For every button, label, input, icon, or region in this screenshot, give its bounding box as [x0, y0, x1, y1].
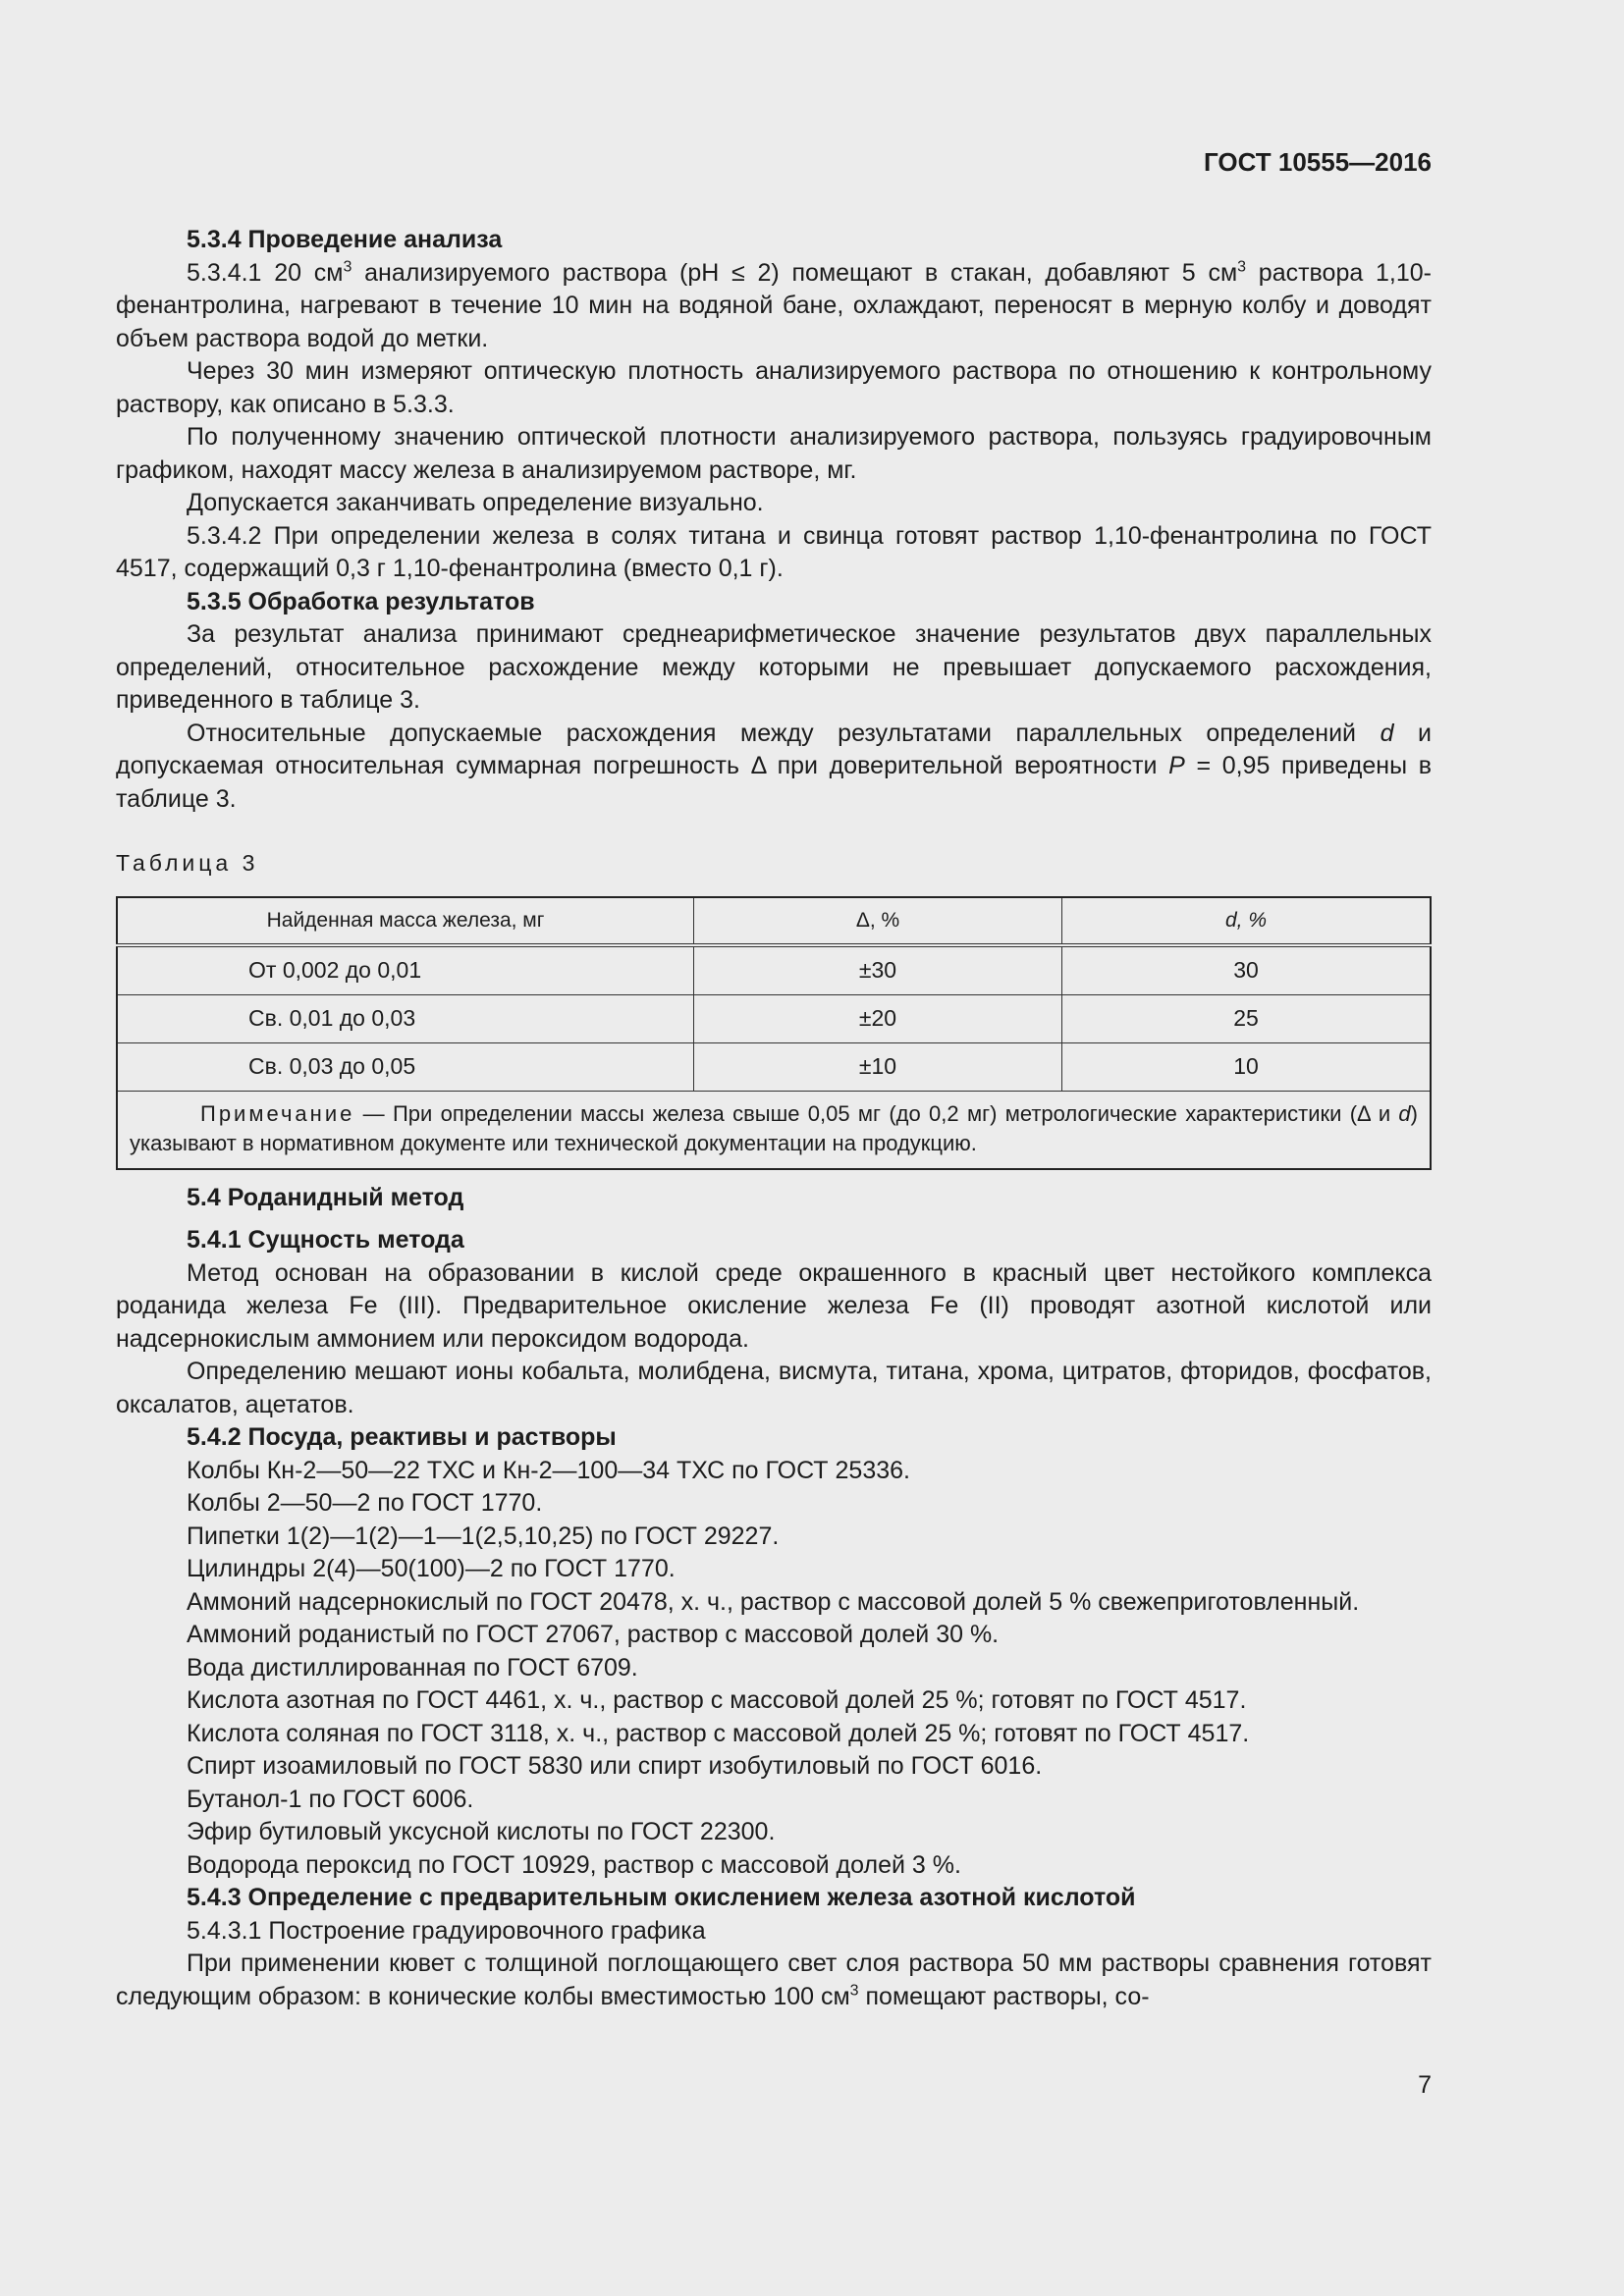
list-item: Кислота азотная по ГОСТ 4461, х. ч., раствор с массовой долей 25 %; готовят по ГОСТ 4517. [187, 1686, 1247, 1714]
text-run: При применении кювет с толщиной поглощающего свет слоя раствора 50 мм растворы сравнения готовят следующим образом: в конические колбы вместимостью 100 см [116, 1949, 1432, 2010]
table-cell: 10 [1062, 1042, 1432, 1091]
table-cell: Св. 0,03 до 0,05 [117, 1042, 694, 1091]
paragraph-5-3-4-1 [116, 257, 1432, 356]
text-run: и допускаемая относительная суммарная погрешность Δ при доверительной вероятности [116, 719, 1432, 779]
text-run: = 0,95 приведены в таблице 3. [116, 752, 1432, 813]
paragraph: Через 30 мин измеряют оптическую плотность анализируемого раствора по отношению к контрольному раствору, как описано в 5.3.3. [116, 357, 1432, 418]
paragraph [116, 718, 1432, 817]
section-heading-5-4-1: 5.4.1 Сущность метода [187, 1226, 464, 1254]
paragraph: Метод основан на образовании в кислой среде окрашенного в красный цвет нестойкого комплекса роданида железа Fe (III). Предварительное окисление железа Fe (II) проводят азотной кислотой или надсернокислым аммонием или пероксидом водорода. [116, 1258, 1432, 1353]
table-row [117, 945, 1431, 995]
section-heading-5-4-2: 5.4.2 Посуда, реактивы и растворы [187, 1423, 617, 1451]
superscript: 3 [343, 258, 352, 276]
text-run: помещают растворы, со- [858, 1982, 1150, 2010]
text-run: Относительные допускаемые расхождения между результатами параллельных определений [187, 719, 1380, 747]
list-item: Эфир бутиловый уксусной кислоты по ГОСТ 22300. [187, 1818, 776, 1845]
table-cell: ±10 [694, 1042, 1062, 1091]
list-item: Аммоний надсернокислый по ГОСТ 20478, х. ч., раствор с массовой долей 5 % свежеприготовленный. [187, 1587, 1360, 1616]
paragraph: Определению мешают ионы кобальта, молибдена, висмута, титана, хрома, цитратов, фторидов, фосфатов, оксалатов, ацетатов. [116, 1358, 1432, 1418]
table-3 [116, 896, 1432, 1170]
italic-symbol: P [1168, 752, 1185, 779]
paragraph: По полученному значению оптической плотности анализируемого раствора, пользуясь градуировочным графиком, находят массу железа в анализируемом растворе, мг. [116, 423, 1432, 484]
italic-symbol: d [1380, 719, 1394, 747]
section-heading-5-3-4: 5.3.4 Проведение анализа [187, 226, 503, 253]
page-content [116, 224, 1432, 2013]
list-item: Вода дистиллированная по ГОСТ 6709. [187, 1653, 638, 1682]
column-header-d [1062, 897, 1432, 945]
list-item: Колбы 2—50—2 по ГОСТ 1770. [187, 1489, 543, 1517]
table-note-row [117, 1091, 1431, 1169]
list-item: Бутанол-1 по ГОСТ 6006. [187, 1785, 474, 1813]
superscript: 3 [1237, 258, 1247, 276]
paragraph [116, 1948, 1432, 2013]
column-header-mass: Найденная масса железа, мг [117, 897, 694, 945]
table-cell: От 0,002 до 0,01 [117, 945, 694, 995]
text-run: ) указывают в нормативном документе или технической документации на продукцию. [130, 1100, 1418, 1155]
list-item: Аммоний роданистый по ГОСТ 27067, раствор с массовой долей 30 %. [187, 1621, 1000, 1648]
subsection-heading-5-4-3-1: 5.4.3.1 Построение градуировочного графика [187, 1916, 706, 1945]
paragraph-5-3-4-2: 5.3.4.2 При определении железа в солях титана и свинца готовят раствор 1,10-фенантролина по ГОСТ 4517, содержащий 0,3 г 1,10-фенантролина (вместо 0,1 г). [116, 521, 1432, 582]
list-item: Водорода пероксид по ГОСТ 10929, раствор с массовой долей 3 %. [187, 1850, 961, 1879]
list-item: Цилиндры 2(4)—50(100)—2 по ГОСТ 1770. [187, 1555, 676, 1582]
table-row [117, 994, 1431, 1042]
section-heading-5-3-5: 5.3.5 Обработка результатов [187, 587, 535, 615]
document-code-header: ГОСТ 10555—2016 [1204, 147, 1432, 177]
paragraph: За результат анализа принимают среднеарифметическое значение результатов двух параллельных определений, относительное расхождение между которыми не превышает допускаемого расхождения, приведенного в таблице 3. [116, 620, 1432, 714]
list-item: Спирт изоамиловый по ГОСТ 5830 или спирт изобутиловый по ГОСТ 6016. [187, 1752, 1043, 1780]
section-heading-5-4: 5.4 Роданидный метод [187, 1183, 464, 1211]
paragraph: Допускается заканчивать определение визуально. [187, 489, 764, 516]
text-run: 5.3.4.1 20 см [187, 258, 344, 287]
table-note [117, 1091, 1431, 1169]
table-header-row [117, 897, 1431, 945]
table-cell: 25 [1062, 994, 1432, 1042]
superscript: 3 [849, 1982, 859, 2000]
spacer [116, 816, 1432, 847]
table-cell: 30 [1062, 945, 1432, 995]
table-caption: Таблица 3 [116, 850, 259, 876]
page-number: 7 [1418, 2071, 1432, 2099]
text-run: раствора 1,10-фенантролина, нагревают в течение 10 мин на водяной бане, охлаждают, переносят в мерную колбу и доводят объем раствора водой до метки. [116, 258, 1433, 352]
list-item: Колбы Кн-2—50—22 ТХС и Кн-2—100—34 ТХС по ГОСТ 25336. [187, 1456, 910, 1484]
list-item: Пипетки 1(2)—1(2)—1—1(2,5,10,25) по ГОСТ 29227. [187, 1522, 780, 1550]
table-cell: Св. 0,01 до 0,03 [117, 994, 694, 1042]
table-cell: ±20 [694, 994, 1062, 1042]
section-heading-5-4-3: 5.4.3 Определение с предварительным окислением железа азотной кислотой [187, 1884, 1136, 1911]
italic-symbol: d [1398, 1100, 1411, 1126]
text-run: — При определении массы железа свыше 0,05 мг (до 0,2 мг) метрологические характеристики (Δ и [354, 1100, 1399, 1126]
table-cell: ±30 [694, 945, 1062, 995]
table-row [117, 1042, 1431, 1091]
column-header-delta: Δ, % [694, 897, 1062, 945]
note-label: Примечание [200, 1100, 355, 1126]
text-run: анализируемого раствора (pH ≤ 2) помещают в стакан, добавляют 5 см [352, 258, 1238, 287]
header-text: d, % [1224, 908, 1268, 932]
list-item: Кислота соляная по ГОСТ 3118, х. ч., раствор с массовой долей 25 %; готовят по ГОСТ 4517. [187, 1719, 1250, 1747]
